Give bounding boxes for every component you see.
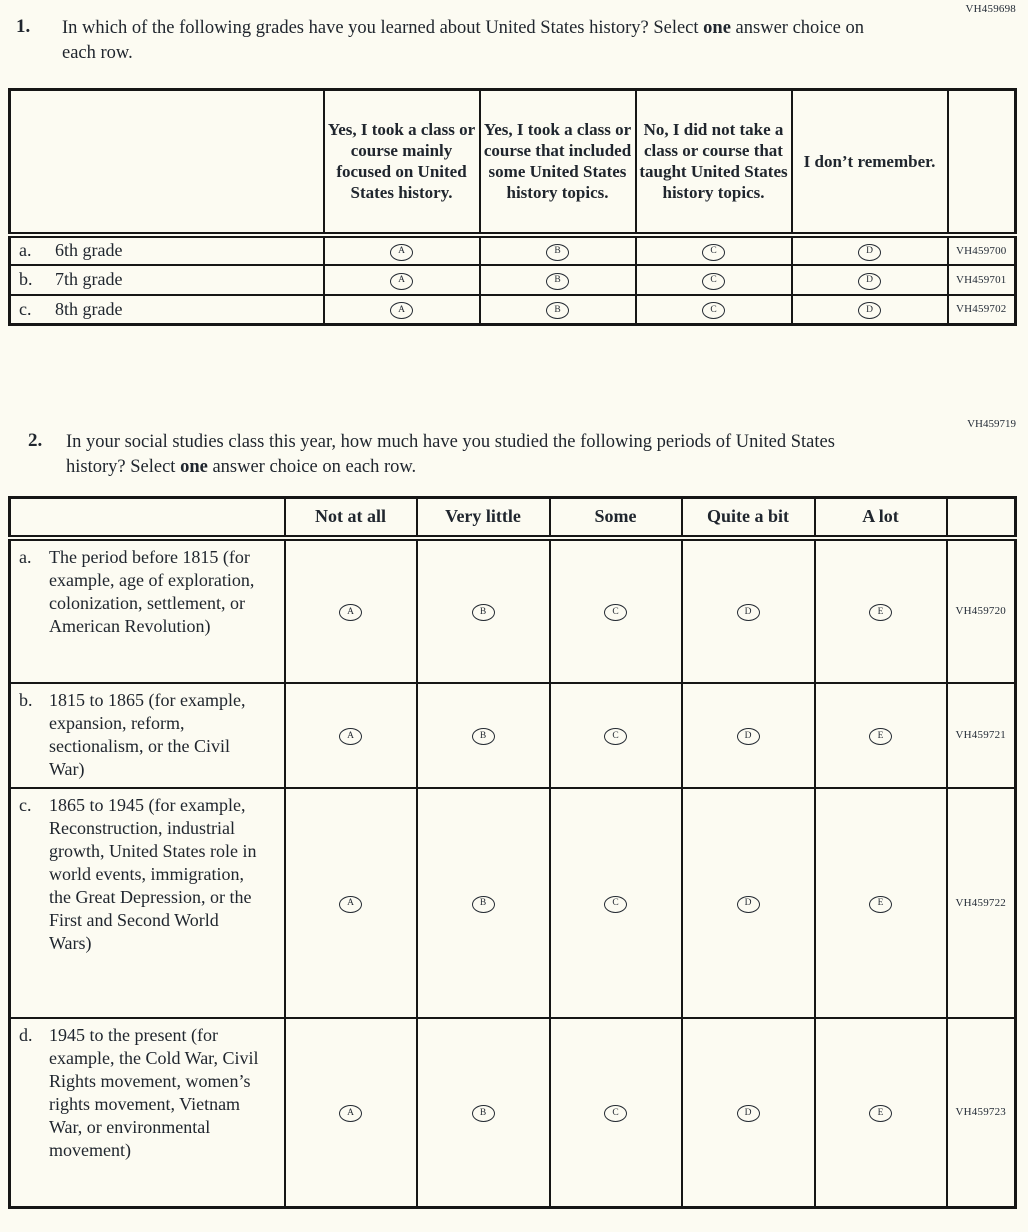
question-2-bold-word: one <box>180 457 208 477</box>
question-2 <box>28 430 1028 480</box>
q2-row-c-cell-a <box>285 788 417 1018</box>
answer-bubble-a[interactable]: A <box>339 1105 362 1122</box>
q1-row-b-letter: b. <box>19 269 33 289</box>
answer-bubble-a[interactable]: A <box>339 896 362 913</box>
q2-row-a-cell-e <box>815 538 947 683</box>
q1-header-row <box>10 90 1016 235</box>
answer-bubble-e[interactable]: E <box>869 604 892 621</box>
answer-bubble-e[interactable]: E <box>869 1105 892 1122</box>
q2-column-header-3: Some <box>550 498 682 538</box>
answer-bubble-e[interactable]: E <box>869 896 892 913</box>
answer-bubble-b[interactable]: B <box>546 273 569 290</box>
q2-row-d-cell-d <box>682 1018 815 1208</box>
question-1-text <box>62 16 902 66</box>
q2-row-c-cell-c <box>550 788 682 1018</box>
answer-bubble-d[interactable]: D <box>858 244 881 261</box>
answer-bubble-c[interactable]: C <box>604 728 627 745</box>
q2-row-b <box>10 683 1016 788</box>
q2-row-b-text: 1815 to 1865 (for example, expansion, reform, sectionalism, or the Civil War) <box>49 689 246 779</box>
answer-bubble-a[interactable]: A <box>390 273 413 290</box>
q1-row-c-cell-b <box>480 295 636 325</box>
q2-row-c-letter: c. <box>19 794 32 815</box>
q1-row-c-code: VH459702 <box>948 295 1016 325</box>
q2-row-d-cell-e <box>815 1018 947 1208</box>
q1-row-b <box>10 265 1016 295</box>
question-2-number: 2. <box>28 430 43 451</box>
q2-row-a-cell-a <box>285 538 417 683</box>
q2-row-a-label <box>10 538 285 683</box>
q2-code-column-header <box>947 498 1016 538</box>
question-2-table <box>8 496 1017 1209</box>
q1-row-c-cell-a <box>324 295 480 325</box>
q2-row-c-code: VH459722 <box>947 788 1016 1018</box>
q2-row-b-letter: b. <box>19 689 33 710</box>
q2-row-b-code: VH459721 <box>947 683 1016 788</box>
answer-bubble-e[interactable]: E <box>869 728 892 745</box>
q2-row-c-cell-e <box>815 788 947 1018</box>
answer-bubble-a[interactable]: A <box>339 728 362 745</box>
q2-row-a-code: VH459720 <box>947 538 1016 683</box>
form-code-q2: VH459719 <box>967 418 1016 430</box>
answer-bubble-a[interactable]: A <box>339 604 362 621</box>
question-1-table <box>8 88 1017 326</box>
answer-bubble-b[interactable]: B <box>546 244 569 261</box>
q1-row-b-cell-a <box>324 265 480 295</box>
q1-row-a-letter: a. <box>19 240 32 260</box>
question-2-text-start: In your social studies class this year, how much have you studied the following periods of United States history? Select <box>66 432 835 477</box>
q2-row-d-label <box>10 1018 285 1208</box>
q2-row-b-cell-c <box>550 683 682 788</box>
q2-row-a-letter: a. <box>19 546 32 567</box>
q1-row-b-label <box>10 265 324 295</box>
question-1-bold-word: one <box>703 18 731 38</box>
q2-row-b-cell-b <box>417 683 550 788</box>
q1-row-b-cell-b <box>480 265 636 295</box>
q1-row-c <box>10 295 1016 325</box>
question-1-text-start: In which of the following grades have you learned about United States history? Select <box>62 18 699 38</box>
q1-column-header-4: I don’t remember. <box>792 90 948 235</box>
q2-column-header-4: Quite a bit <box>682 498 815 538</box>
question-1-text-end: answer choice on each row. <box>62 18 864 63</box>
answer-bubble-c[interactable]: C <box>604 1105 627 1122</box>
q2-row-a-cell-d <box>682 538 815 683</box>
q2-row-b-label <box>10 683 285 788</box>
q2-corner-cell <box>10 498 285 538</box>
question-2-text-end: answer choice on each row. <box>212 457 417 477</box>
q1-row-a <box>10 235 1016 265</box>
answer-bubble-d[interactable]: D <box>737 728 760 745</box>
q1-column-header-2: Yes, I took a class or course that included some United States history topics. <box>480 90 636 235</box>
q2-column-header-2: Very little <box>417 498 550 538</box>
answer-bubble-c[interactable]: C <box>702 302 725 319</box>
q2-row-d-cell-a <box>285 1018 417 1208</box>
q1-corner-cell <box>10 90 324 235</box>
q1-row-a-label <box>10 235 324 265</box>
question-2-section <box>0 418 1028 1209</box>
answer-bubble-c[interactable]: C <box>702 244 725 261</box>
q2-row-d <box>10 1018 1016 1208</box>
answer-bubble-b[interactable]: B <box>546 302 569 319</box>
q1-code-column-header <box>948 90 1016 235</box>
q2-row-d-cell-c <box>550 1018 682 1208</box>
question-2-text <box>66 430 856 480</box>
q2-row-d-text: 1945 to the present (for example, the Cold War, Civil Rights movement, women’s rights movement, Vietnam War, or environmental movement) <box>49 1024 259 1160</box>
q1-row-c-cell-d <box>792 295 948 325</box>
q2-row-b-cell-e <box>815 683 947 788</box>
answer-bubble-d[interactable]: D <box>858 273 881 290</box>
q1-column-header-3: No, I did not take a class or course that taught United States history topics. <box>636 90 792 235</box>
answer-bubble-d[interactable]: D <box>737 1105 760 1122</box>
question-1-number: 1. <box>16 16 31 37</box>
q2-row-b-cell-d <box>682 683 815 788</box>
q1-row-c-label <box>10 295 324 325</box>
answer-bubble-c[interactable]: C <box>702 273 725 290</box>
q2-row-a-cell-b <box>417 538 550 683</box>
q2-row-b-cell-a <box>285 683 417 788</box>
q1-row-b-cell-c <box>636 265 792 295</box>
q1-row-a-cell-d <box>792 235 948 265</box>
answer-bubble-b[interactable]: B <box>472 1105 495 1122</box>
q1-row-b-code: VH459701 <box>948 265 1016 295</box>
q2-row-c <box>10 788 1016 1018</box>
q1-row-a-code: VH459700 <box>948 235 1016 265</box>
answer-bubble-a[interactable]: A <box>390 244 413 261</box>
q2-column-header-5: A lot <box>815 498 947 538</box>
q2-row-c-cell-d <box>682 788 815 1018</box>
q1-row-b-text: 7th grade <box>55 269 123 289</box>
answer-bubble-a[interactable]: A <box>390 302 413 319</box>
question-1 <box>16 16 1028 66</box>
answer-bubble-d[interactable]: D <box>737 896 760 913</box>
q1-row-a-cell-c <box>636 235 792 265</box>
q2-row-d-code: VH459723 <box>947 1018 1016 1208</box>
q1-row-c-letter: c. <box>19 298 32 319</box>
answer-bubble-b[interactable]: B <box>472 604 495 621</box>
q2-row-c-label <box>10 788 285 1018</box>
q1-row-c-text: 8th grade <box>55 298 123 319</box>
q1-row-a-cell-a <box>324 235 480 265</box>
q2-row-d-cell-b <box>417 1018 550 1208</box>
q1-row-c-cell-c <box>636 295 792 325</box>
form-code-q1: VH459698 <box>965 3 1016 15</box>
answer-bubble-d[interactable]: D <box>858 302 881 319</box>
q1-row-a-cell-b <box>480 235 636 265</box>
answer-bubble-b[interactable]: B <box>472 728 495 745</box>
answer-bubble-d[interactable]: D <box>737 604 760 621</box>
q2-header-row <box>10 498 1016 538</box>
q2-row-a-text: The period before 1815 (for example, age of exploration, colonization, settlement, or American Revolution) <box>49 546 255 636</box>
q2-column-header-1: Not at all <box>285 498 417 538</box>
q2-row-c-cell-b <box>417 788 550 1018</box>
q2-row-c-text: 1865 to 1945 (for example, Reconstruction, industrial growth, United States role in world events, immigration, the Great Depression, or the First and Second World Wars) <box>49 794 257 953</box>
q1-column-header-1: Yes, I took a class or course mainly focused on United States history. <box>324 90 480 235</box>
q2-row-a-cell-c <box>550 538 682 683</box>
answer-bubble-c[interactable]: C <box>604 604 627 621</box>
answer-bubble-b[interactable]: B <box>472 896 495 913</box>
q1-row-b-cell-d <box>792 265 948 295</box>
q1-row-a-text: 6th grade <box>55 240 123 260</box>
answer-bubble-c[interactable]: C <box>604 896 627 913</box>
q2-row-a <box>10 538 1016 683</box>
q2-row-d-letter: d. <box>19 1024 33 1045</box>
